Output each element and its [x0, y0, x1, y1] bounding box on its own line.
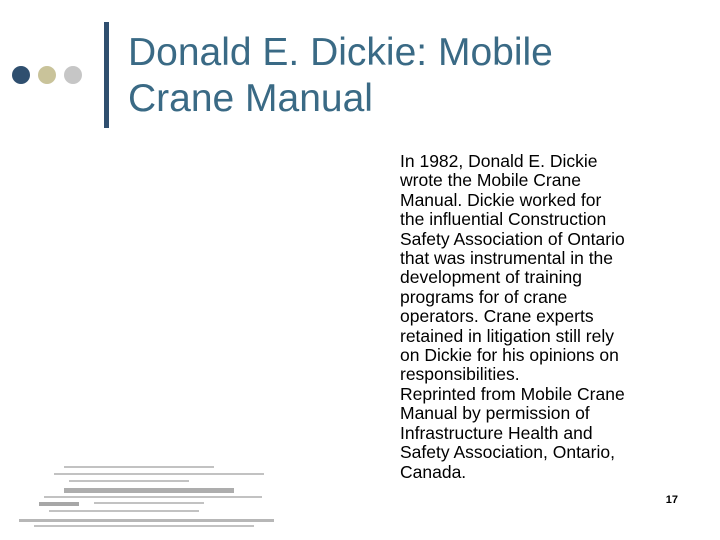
dot-gray-icon: [64, 66, 82, 84]
title-line-1: Donald E. Dickie: Mobile: [128, 31, 553, 74]
title-line-2: Crane Manual: [128, 77, 373, 120]
paragraph-reprint-credit: [400, 385, 700, 482]
body-line: Reprinted from Mobile Crane: [400, 383, 625, 404]
body-line: wrote the Mobile Crane: [400, 170, 581, 191]
body-line: development of training: [400, 267, 582, 288]
body-line: In 1982, Donald E. Dickie: [400, 151, 598, 171]
slide-title: [128, 30, 688, 122]
body-line: that was instrumental in the: [400, 248, 614, 269]
body-line: Safety Association, Ontario,: [400, 442, 615, 463]
body-line: programs for of crane: [400, 286, 568, 307]
body-line: Infrastructure Health and: [400, 422, 593, 443]
body-line: on Dickie for his opinions on: [400, 345, 619, 366]
page-number: 17: [665, 494, 678, 506]
body-line: retained in litigation still rely: [400, 325, 614, 346]
title-divider: [104, 22, 109, 128]
body-line: operators. Crane experts: [400, 306, 594, 327]
body-line: Manual by permission of: [400, 403, 590, 424]
faded-document-image: [14, 464, 282, 528]
body-line: Canada.: [400, 461, 467, 482]
body-line: Safety Association of Ontario: [400, 228, 625, 249]
dot-dark-icon: [12, 66, 30, 84]
body-line: Manual. Dickie worked for: [400, 189, 602, 210]
body-line: responsibilities.: [400, 364, 520, 385]
dot-tan-icon: [38, 66, 56, 84]
paragraph-about-dickie: [400, 152, 700, 385]
body-text: [400, 152, 700, 482]
body-line: the influential Construction: [400, 209, 607, 230]
decorative-dots: [12, 66, 96, 84]
